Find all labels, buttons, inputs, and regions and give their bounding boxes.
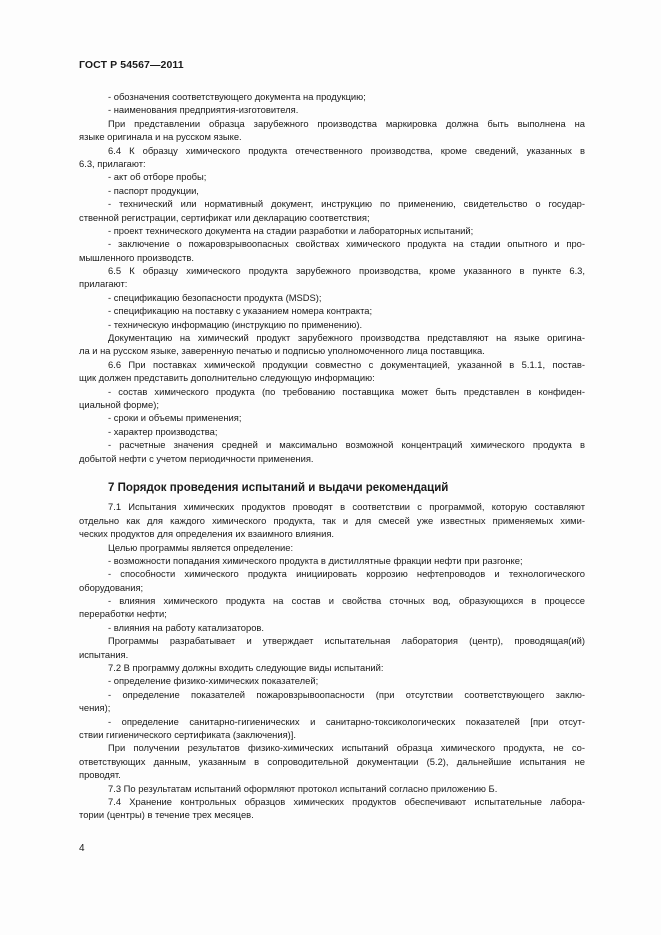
text-line: - акт об отборе пробы; (108, 171, 207, 183)
text-line: переработки нефти; (79, 608, 167, 620)
text-line: Программы разрабатывает и утверждает испытательная лаборатория (центр), проводящая(ий) (108, 635, 585, 647)
text-line: - спецификацию безопасности продукта (MSDS); (108, 291, 322, 303)
text-line: ственной регистрации, сертификат или декларацию соответствия; (79, 211, 370, 223)
text-line: тории (центры) в течение трех месяцев. (79, 809, 254, 821)
text-line: - наименования предприятия-изготовителя. (108, 104, 299, 116)
text-line: чения); (79, 702, 111, 714)
text-line: ла и на русском языке, заверенную печатью и подписью уполномоченного лица поставщика. (79, 345, 485, 357)
text-line: мышленного производств. (79, 251, 194, 263)
document-header: ГОСТ Р 54567—2011 (79, 59, 184, 71)
text-line: 6.3, прилагают: (79, 157, 146, 169)
text-line: ствии гигиенического сертификата (заключения)]. (79, 728, 296, 740)
text-line: 7.1 Испытания химических продуктов проводят в соответствии с программой, которую составляют (108, 501, 585, 513)
text-line: прилагают: (79, 278, 128, 290)
text-line: 6.6 При поставках химической продукции совместно с документацией, указанной в 5.1.1, постав- (108, 358, 585, 370)
text-line: - влияния химического продукта на состав и свойства сточных вод, образующихся в процессе (108, 595, 585, 607)
text-line: При получении результатов физико-химических испытаний образца химического продукта, не со- (108, 742, 585, 754)
text-line: - паспорт продукции, (108, 184, 199, 196)
text-line: щик должен представить дополнительно следующую информацию: (79, 372, 375, 384)
text-line: добытой нефти с учетом периодичности применения. (79, 452, 314, 464)
text-line: 6.4 К образцу химического продукта отечественного производства, кроме сведений, указанных в (108, 144, 585, 156)
text-line: - определение санитарно-гигиенических и санитарно-токсикологических показателей [при отсут- (108, 715, 585, 727)
document-body (79, 90, 585, 822)
text-line: - техническую информацию (инструкцию по применению). (108, 318, 363, 330)
text-line: оборудования; (79, 581, 144, 593)
text-line: 7.2 В программу должны входить следующие виды испытаний: (108, 662, 384, 674)
text-line: - расчетные значения средней и максимально возможной концентраций химического продукта в (108, 439, 585, 451)
section-7-text (79, 500, 585, 821)
text-line: - определение показателей пожаровзрывоопасности (при отсутствии соответствующего заклю- (108, 688, 585, 700)
text-line: ответствующих данным, указанным в сопроводительной документации (5.2), дальнейшие испытания не (79, 755, 585, 767)
section-heading: 7 Порядок проведения испытаний и выдачи рекомендаций (108, 482, 449, 495)
section-6-continuation (79, 90, 585, 465)
text-line: - влияния на работу катализаторов. (108, 621, 265, 633)
text-line: ческих продуктов для определения их взаимного влияния. (79, 528, 335, 540)
text-line: - технический или нормативный документ, инструкцию по применению, свидетельство о государ- (108, 198, 585, 210)
page-number: 4 (79, 843, 85, 854)
text-line: - возможности попадания химического продукта в дистиллятные фракции нефти при разгонке; (108, 554, 523, 566)
text-line: - характер производства; (108, 425, 218, 437)
text-line: 6.5 К образцу химического продукта зарубежного производства, кроме указанного в пункте 6.3, (108, 265, 585, 277)
text-line: Документацию на химический продукт зарубежного производства представляют на языке оригина- (108, 332, 585, 344)
text-line: циальной форме); (79, 398, 159, 410)
text-line: - обозначения соответствующего документа на продукцию; (108, 91, 366, 102)
text-line: - способности химического продукта инициировать коррозию нефтепроводов и технологического (108, 568, 585, 580)
text-line: проводят. (79, 769, 121, 781)
text-line: - проект технического документа на стадии разработки и лабораторных испытаний; (108, 224, 474, 236)
text-line: языке оригинала и на русском языке. (79, 131, 242, 143)
spacer (79, 465, 585, 478)
text-line: - определение физико-химических показателей; (108, 675, 319, 687)
text-line: - заключение о пожаровзрывоопасных свойствах химического продукта на стадии опытного и про- (108, 238, 585, 250)
text-line: - спецификацию на поставку с указанием номера контракта; (108, 305, 373, 317)
text-line: - сроки и объемы применения; (108, 412, 242, 424)
text-line: испытания. (79, 648, 129, 660)
text-line: Целью программы является определение: (108, 541, 294, 553)
text-line: - состав химического продукта (по требованию поставщика может быть представлен в конфиден- (108, 385, 585, 397)
text-line: отдельно как для каждого химического продукта, так и для смесей уже известных применяемых хими- (79, 514, 585, 526)
text-line: 7.3 По результатам испытаний оформляют протокол испытаний согласно приложению Б. (108, 782, 498, 794)
text-line: 7.4 Хранение контрольных образцов химических продуктов обеспечивают испытательные лабора- (108, 795, 585, 807)
text-line: При представлении образца зарубежного производства маркировка должна быть выполнена на (108, 117, 585, 129)
